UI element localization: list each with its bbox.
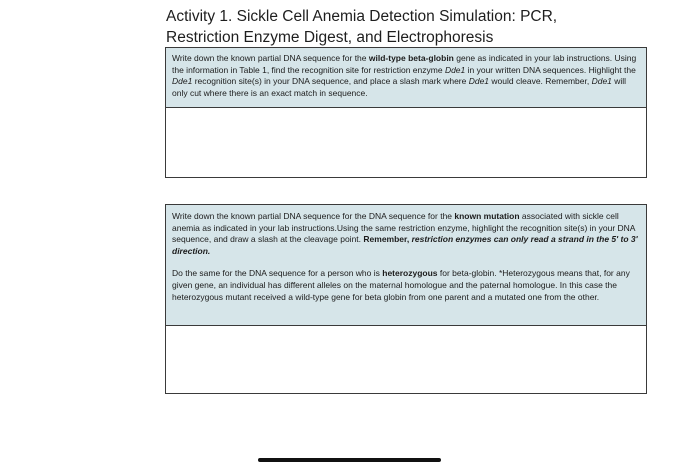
enzyme-name: Dde1	[444, 64, 466, 75]
title-line-1: Activity 1. Sickle Cell Anemia Detection Simulation: PCR,	[166, 8, 558, 25]
wild-type-term: wild-type beta-globin	[368, 53, 454, 63]
page-title	[166, 6, 557, 48]
enzyme-name: Dde1	[591, 76, 612, 87]
known-mutation-term: known mutation	[454, 211, 520, 221]
heterozygous-term: heterozygous	[382, 268, 438, 279]
mutation-answer-area[interactable]	[166, 326, 646, 393]
wild-type-instructions	[166, 48, 646, 108]
heterozygous-instructions-text: Do the same for the DNA sequence for a person who is heterozygous for beta-globin. *Heterozygous means that, for any given gene, an individual has different alleles on the maternal homologue and the paternal homologue. In this case the heterozygous mutant received a wild-type gene for beta globin from one parent and a mutated one from the other.	[172, 268, 630, 302]
home-indicator-bar[interactable]	[258, 458, 441, 462]
mutation-instructions-text: Write down the known partial DNA sequence for the DNA sequence for the known mutation associated with sickle cell anemia as indicated in your lab instructions.Using the same restriction enzyme, highlight the recognition site(s) in your DNA sequence, and draw a slash at the cleavage point. Remember, restriction enzymes can only read a strand in the 5' to 3' direction.	[172, 211, 638, 256]
direction-note: restriction enzymes can only read a strand in the 5' to 3' direction.	[172, 234, 638, 256]
wild-type-instructions-text: Write down the known partial DNA sequence for the wild-type beta-globin gene as indicated in your lab instructions. Using the information in Table 1, find the recognition site for restriction enzyme Dde1 in your written DNA sequences. Highlight the Dde1 recognition site(s) in your DNA sequence, and place a slash mark where Dde1 would cleave. Remember, Dde1 will only cut where there is an exact match in sequence.	[172, 53, 637, 98]
enzyme-name: Dde1	[468, 76, 490, 87]
title-line-2: Restriction Enzyme Digest, and Electrophoresis	[166, 29, 494, 46]
wild-type-question-box	[165, 47, 647, 178]
remember-label: Remember,	[363, 234, 412, 245]
mutation-question-box	[165, 204, 647, 394]
wild-type-answer-area[interactable]	[166, 108, 646, 177]
mutation-instructions	[166, 205, 646, 326]
enzyme-name: Dde1	[172, 76, 193, 87]
